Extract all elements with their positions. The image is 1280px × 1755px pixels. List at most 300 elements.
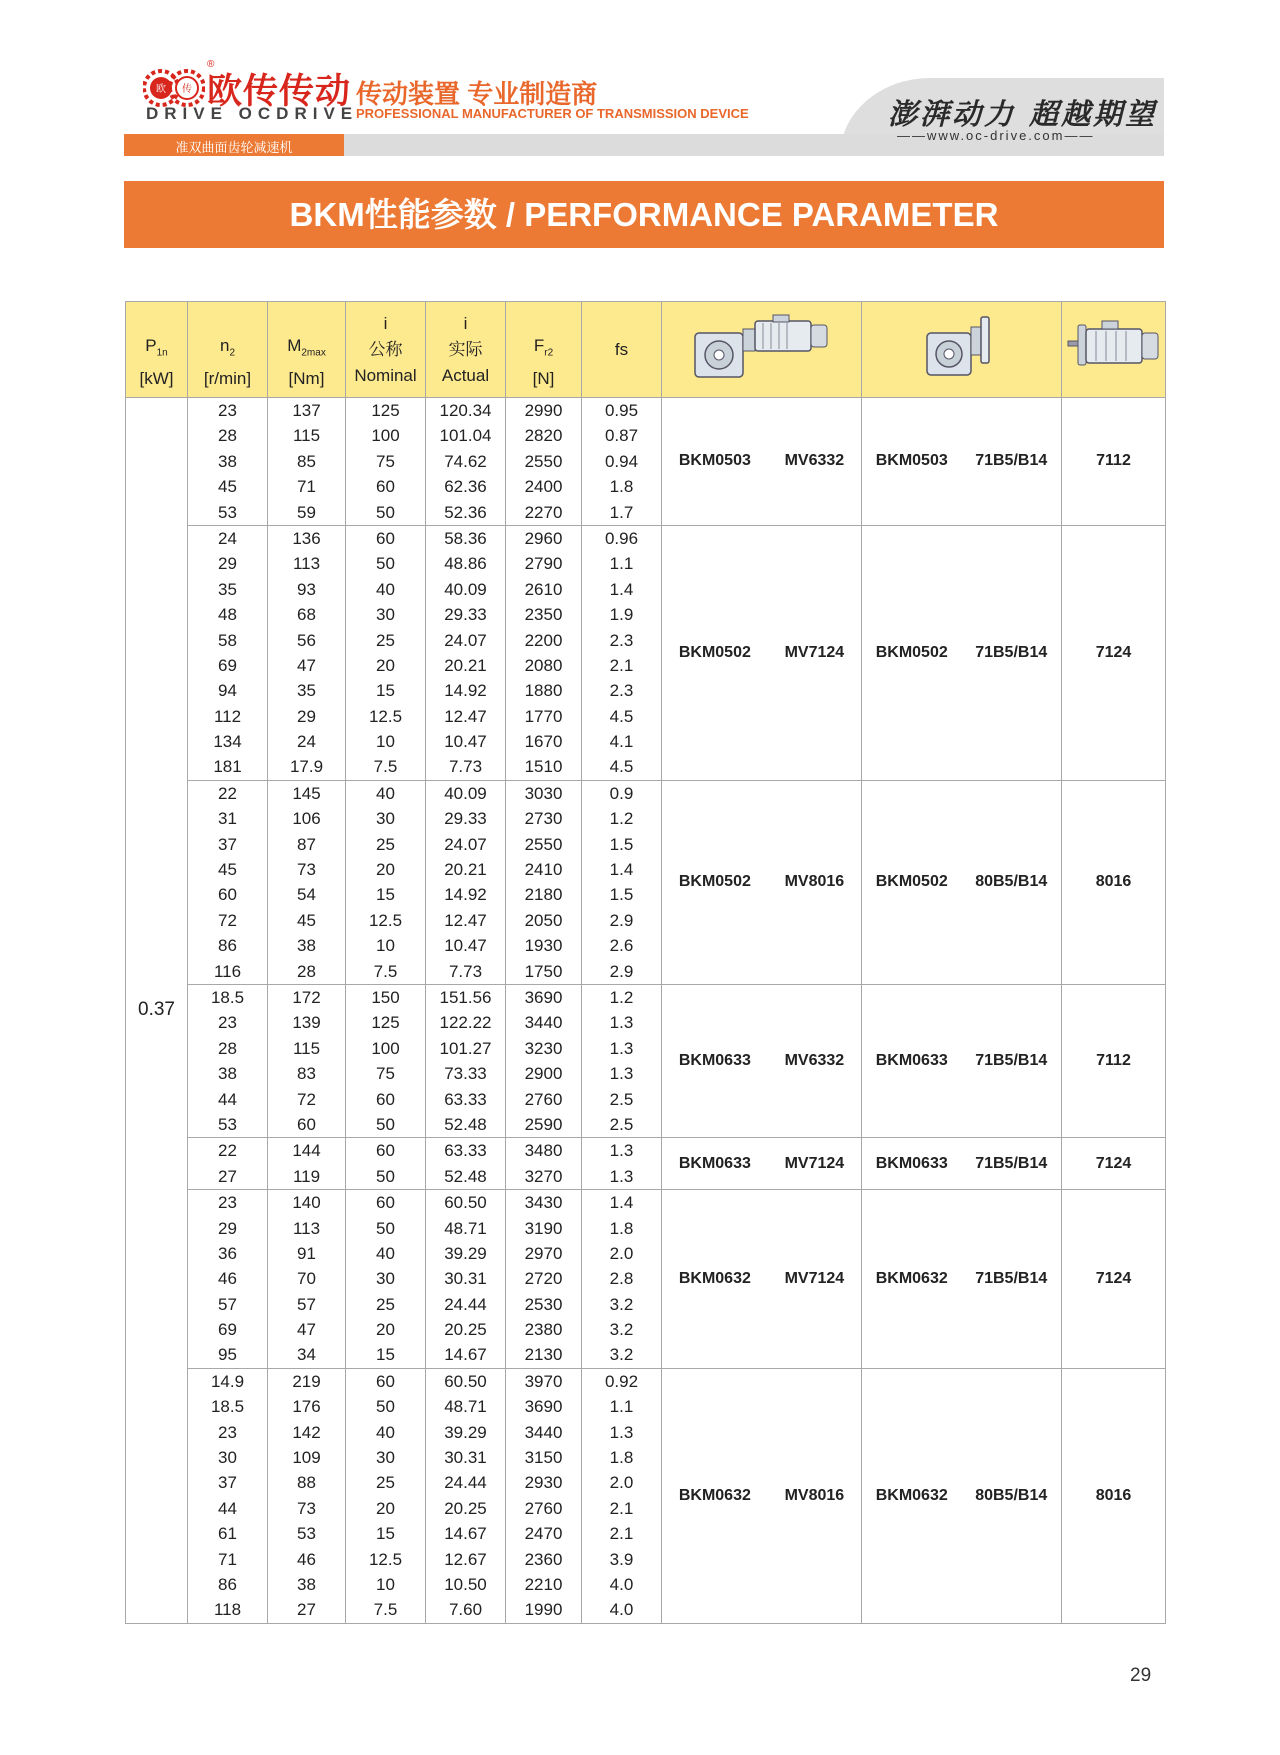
header-m2max: $M_{2max}$ [Nm] xyxy=(268,302,346,398)
cell-i-nominal xyxy=(346,1138,426,1190)
value-fs: 2.0 xyxy=(609,1473,634,1493)
value-n2: 22 xyxy=(218,1141,237,1161)
cell-i-nominal xyxy=(346,398,426,526)
value-fs: 1.9 xyxy=(609,605,634,625)
value-fr2: 3440 xyxy=(524,1013,563,1033)
value-m2max: 142 xyxy=(292,1422,321,1442)
value-fr2: 2930 xyxy=(524,1473,563,1493)
value-fs: 2.6 xyxy=(609,936,634,956)
value-m2max: 73 xyxy=(297,860,316,880)
value-fr2: 1670 xyxy=(524,732,563,752)
value-i-nominal: 10 xyxy=(376,1574,395,1594)
header-i-nominal: i 公称 Nominal xyxy=(346,302,426,398)
value-fs: 2.0 xyxy=(609,1243,634,1263)
cell-i-actual xyxy=(426,1138,506,1190)
value-m2max: 72 xyxy=(297,1089,316,1109)
value-n2: 69 xyxy=(218,1320,237,1340)
value-n2: 28 xyxy=(218,426,237,446)
value-m2max: 136 xyxy=(292,528,321,548)
value-i-actual: 14.67 xyxy=(444,1524,487,1544)
value-fr2: 2210 xyxy=(524,1574,563,1594)
reducer-model-cell xyxy=(862,525,1062,780)
value-n2: 29 xyxy=(218,1218,237,1238)
model-motor-a: MV7124 xyxy=(784,643,845,661)
value-fr2: 3030 xyxy=(524,783,563,803)
value-fr2: 2900 xyxy=(524,1064,563,1084)
value-i-actual: 120.34 xyxy=(439,401,492,420)
value-n2: 57 xyxy=(218,1294,237,1314)
value-i-actual: 39.29 xyxy=(444,1243,487,1263)
value-i-nominal: 125 xyxy=(371,1013,400,1033)
value-i-nominal: 60 xyxy=(376,1371,395,1391)
value-n2: 72 xyxy=(218,910,237,930)
value-n2: 29 xyxy=(218,554,237,574)
table-body xyxy=(126,398,1166,1624)
value-i-nominal: 15 xyxy=(376,1524,395,1544)
value-m2max: 93 xyxy=(297,579,316,599)
value-m2max: 145 xyxy=(292,783,321,803)
value-n2: 45 xyxy=(218,477,237,497)
value-n2: 22 xyxy=(218,783,237,803)
header-gearmotor-picture xyxy=(662,302,862,398)
value-i-nominal: 100 xyxy=(371,426,400,446)
value-fs: 1.5 xyxy=(609,885,634,905)
cell-n2 xyxy=(188,1368,268,1623)
value-fs: 2.5 xyxy=(609,1114,634,1134)
brand-name-cn: 欧传传动 xyxy=(207,72,352,111)
value-n2: 24 xyxy=(218,528,237,548)
value-fs: 1.4 xyxy=(609,579,634,599)
motor-code-cell: 7124 xyxy=(1062,1190,1166,1369)
value-m2max: 47 xyxy=(297,1320,316,1340)
value-i-actual: 101.04 xyxy=(439,426,492,446)
brand-name-en: DRIVE OCDRIVE xyxy=(146,104,359,123)
value-i-actual: 52.36 xyxy=(444,502,487,522)
value-i-nominal: 50 xyxy=(376,1397,395,1417)
model-model-a: BKM0502 xyxy=(678,873,751,891)
model-motor-a: MV7124 xyxy=(784,1269,845,1287)
value-i-nominal: 25 xyxy=(376,1294,395,1314)
value-fr2: 3270 xyxy=(524,1166,563,1186)
value-fs: 1.7 xyxy=(609,502,634,522)
value-m2max: 35 xyxy=(297,681,316,701)
cell-m2max xyxy=(268,1368,346,1623)
value-i-nominal: 60 xyxy=(376,477,395,497)
value-m2max: 83 xyxy=(297,1064,316,1084)
value-i-nominal: 125 xyxy=(371,401,400,420)
value-i-actual: 62.36 xyxy=(444,477,487,497)
value-i-actual: 39.29 xyxy=(444,1422,487,1442)
value-i-nominal: 20 xyxy=(376,860,395,880)
value-fr2: 2350 xyxy=(524,605,563,625)
value-m2max: 47 xyxy=(297,655,316,675)
value-i-nominal: 50 xyxy=(376,554,395,574)
value-i-actual: 151.56 xyxy=(439,987,492,1007)
value-m2max: 219 xyxy=(292,1371,321,1391)
value-n2: 30 xyxy=(218,1448,237,1468)
value-fr2: 1880 xyxy=(524,681,563,701)
page-header xyxy=(0,0,1280,165)
value-i-actual: 24.07 xyxy=(444,834,487,854)
value-fs: 0.92 xyxy=(604,1371,639,1391)
page-number: 29 xyxy=(1130,1665,1152,1686)
model-motor-a: MV8016 xyxy=(784,873,845,891)
value-m2max: 57 xyxy=(297,1294,316,1314)
model-model-b: BKM0502 xyxy=(875,873,948,891)
value-m2max: 106 xyxy=(292,809,321,829)
value-fr2: 2470 xyxy=(524,1524,563,1544)
model-flange: 71B5/B14 xyxy=(975,643,1048,661)
slogan: 澎湃动力 超越期望 xyxy=(888,97,1158,131)
value-fr2: 1510 xyxy=(524,757,563,777)
value-m2max: 85 xyxy=(297,451,316,471)
value-fr2: 2720 xyxy=(524,1269,563,1289)
value-m2max: 56 xyxy=(297,630,316,650)
reducer-model-cell xyxy=(862,1138,1062,1190)
value-n2: 134 xyxy=(213,732,242,752)
reducer-model-cell xyxy=(862,1190,1062,1369)
value-n2: 86 xyxy=(218,1574,237,1594)
cell-i-nominal xyxy=(346,1368,426,1623)
power-cell: 0.37 xyxy=(126,398,188,1624)
value-i-nominal: 60 xyxy=(376,528,395,548)
value-fs: 2.9 xyxy=(609,910,634,930)
cell-fr2 xyxy=(506,525,582,780)
value-fr2: 2550 xyxy=(524,451,563,471)
value-i-nominal: 7.5 xyxy=(373,757,398,777)
model-model-b: BKM0502 xyxy=(875,643,948,661)
value-n2: 23 xyxy=(218,1422,237,1442)
model-model-a: BKM0632 xyxy=(678,1269,751,1287)
value-m2max: 29 xyxy=(297,706,316,726)
value-m2max: 70 xyxy=(297,1269,316,1289)
value-i-actual: 20.25 xyxy=(444,1320,487,1340)
value-fs: 1.8 xyxy=(609,1448,634,1468)
model-model-a: BKM0632 xyxy=(678,1486,751,1504)
value-n2: 86 xyxy=(218,936,237,956)
motor-icon xyxy=(1066,311,1162,381)
value-i-nominal: 40 xyxy=(376,579,395,599)
value-i-nominal: 20 xyxy=(376,1498,395,1518)
value-fr2: 1750 xyxy=(524,961,563,981)
table-row xyxy=(126,984,1166,1137)
cell-n2 xyxy=(188,398,268,526)
value-fs: 1.3 xyxy=(609,1141,634,1161)
motor-code-cell: 7112 xyxy=(1062,398,1166,526)
value-fs: 0.96 xyxy=(604,528,639,548)
header-reducer-picture xyxy=(862,302,1062,398)
value-i-actual: 52.48 xyxy=(444,1166,487,1186)
cell-fs xyxy=(582,1138,662,1190)
value-m2max: 68 xyxy=(297,605,316,625)
cell-n2 xyxy=(188,525,268,780)
value-fr2: 3690 xyxy=(524,1397,563,1417)
value-i-actual: 30.31 xyxy=(444,1448,487,1468)
gearmotor-model-cell xyxy=(662,1368,862,1623)
value-n2: 118 xyxy=(213,1600,242,1620)
reducer-model-cell xyxy=(862,780,1062,984)
value-m2max: 28 xyxy=(297,961,316,981)
value-i-actual: 60.50 xyxy=(444,1193,487,1213)
model-model-b: BKM0632 xyxy=(875,1486,948,1504)
value-n2: 46 xyxy=(218,1269,237,1289)
table-row xyxy=(126,780,1166,984)
value-m2max: 60 xyxy=(297,1114,316,1134)
value-fr2: 2970 xyxy=(524,1243,563,1263)
value-fr2: 3480 xyxy=(524,1141,563,1161)
value-i-actual: 60.50 xyxy=(444,1371,487,1391)
cell-fs xyxy=(582,984,662,1137)
value-fs: 3.2 xyxy=(609,1294,634,1314)
value-m2max: 109 xyxy=(292,1448,321,1468)
value-fs: 1.1 xyxy=(609,1397,634,1417)
gearmotor-model-cell xyxy=(662,398,862,526)
value-m2max: 144 xyxy=(292,1141,321,1161)
gearmotor-model-cell xyxy=(662,780,862,984)
value-i-nominal: 10 xyxy=(376,732,395,752)
reducer-model-cell xyxy=(862,1368,1062,1623)
value-i-nominal: 20 xyxy=(376,1320,395,1340)
value-i-actual: 40.09 xyxy=(444,579,487,599)
value-fr2: 3430 xyxy=(524,1193,563,1213)
value-i-nominal: 25 xyxy=(376,834,395,854)
value-i-actual: 101.27 xyxy=(439,1038,492,1058)
value-fr2: 2180 xyxy=(524,885,563,905)
cell-i-nominal xyxy=(346,525,426,780)
value-fr2: 2270 xyxy=(524,502,563,522)
value-m2max: 115 xyxy=(292,1038,321,1058)
value-n2: 69 xyxy=(218,655,237,675)
value-i-nominal: 7.5 xyxy=(373,961,398,981)
value-i-actual: 29.33 xyxy=(444,605,487,625)
table-row xyxy=(126,398,1166,526)
table-row xyxy=(126,1138,1166,1190)
motor-code-cell: 8016 xyxy=(1062,1368,1166,1623)
page-title: BKM性能参数 / PERFORMANCE PARAMETER xyxy=(289,196,999,233)
value-fs: 1.4 xyxy=(609,1193,634,1213)
value-i-nominal: 60 xyxy=(376,1193,395,1213)
value-i-nominal: 40 xyxy=(376,1422,395,1442)
cell-n2 xyxy=(188,780,268,984)
value-n2: 48 xyxy=(218,605,237,625)
value-n2: 37 xyxy=(218,834,237,854)
value-fr2: 2960 xyxy=(524,528,563,548)
value-n2: 44 xyxy=(218,1089,237,1109)
value-n2: 27 xyxy=(218,1166,237,1186)
value-n2: 36 xyxy=(218,1243,237,1263)
value-fs: 4.0 xyxy=(609,1574,634,1594)
value-fs: 1.3 xyxy=(609,1064,634,1084)
cell-m2max xyxy=(268,1190,346,1369)
value-n2: 116 xyxy=(213,961,242,981)
motor-code-cell: 7112 xyxy=(1062,984,1166,1137)
value-fs: 2.3 xyxy=(609,630,634,650)
value-fr2: 1930 xyxy=(524,936,563,956)
value-i-actual: 7.73 xyxy=(448,757,483,777)
value-fs: 3.2 xyxy=(609,1320,634,1340)
cell-m2max xyxy=(268,398,346,526)
value-fr2: 2990 xyxy=(524,401,563,420)
value-fs: 1.1 xyxy=(609,554,634,574)
value-n2: 31 xyxy=(218,809,237,829)
value-n2: 18.5 xyxy=(210,987,245,1007)
value-i-nominal: 40 xyxy=(376,783,395,803)
header-fr2: $F_{r2}$ [N] xyxy=(506,302,582,398)
value-n2: 58 xyxy=(218,630,237,650)
value-fr2: 2200 xyxy=(524,630,563,650)
value-n2: 18.5 xyxy=(210,1397,245,1417)
value-i-nominal: 75 xyxy=(376,451,395,471)
value-fr2: 2380 xyxy=(524,1320,563,1340)
motor-code-cell: 7124 xyxy=(1062,1138,1166,1190)
value-fs: 1.3 xyxy=(609,1038,634,1058)
value-n2: 38 xyxy=(218,451,237,471)
value-fs: 4.5 xyxy=(609,706,634,726)
model-motor-a: MV6332 xyxy=(784,1052,845,1070)
model-model-a: BKM0502 xyxy=(678,643,751,661)
value-m2max: 88 xyxy=(297,1473,316,1493)
value-i-actual: 7.73 xyxy=(448,961,483,981)
cell-fr2 xyxy=(506,1190,582,1369)
model-model-a: BKM0633 xyxy=(678,1052,751,1070)
value-m2max: 46 xyxy=(297,1549,316,1569)
cell-fr2 xyxy=(506,398,582,526)
value-m2max: 34 xyxy=(297,1345,316,1365)
model-flange: 80B5/B14 xyxy=(975,873,1048,891)
cell-i-actual xyxy=(426,1368,506,1623)
cell-fr2 xyxy=(506,780,582,984)
model-model-b: BKM0632 xyxy=(875,1269,948,1287)
value-m2max: 176 xyxy=(292,1397,321,1417)
value-m2max: 73 xyxy=(297,1498,316,1518)
value-n2: 45 xyxy=(218,860,237,880)
value-i-actual: 63.33 xyxy=(444,1141,487,1161)
value-i-nominal: 30 xyxy=(376,809,395,829)
value-m2max: 27 xyxy=(297,1600,316,1620)
title-banner xyxy=(124,181,1164,248)
value-i-actual: 48.71 xyxy=(444,1218,487,1238)
value-i-actual: 63.33 xyxy=(444,1089,487,1109)
cell-i-actual xyxy=(426,525,506,780)
value-m2max: 53 xyxy=(297,1524,316,1544)
value-fs: 3.9 xyxy=(609,1549,634,1569)
value-fs: 1.3 xyxy=(609,1013,634,1033)
value-i-nominal: 7.5 xyxy=(373,1600,398,1620)
value-i-nominal: 10 xyxy=(376,936,395,956)
value-fr2: 2760 xyxy=(524,1089,563,1109)
value-m2max: 45 xyxy=(297,910,316,930)
performance-table xyxy=(125,301,1166,1624)
value-i-nominal: 60 xyxy=(376,1141,395,1161)
header-motor-picture xyxy=(1062,302,1166,398)
cell-m2max xyxy=(268,780,346,984)
model-flange: 80B5/B14 xyxy=(975,1486,1048,1504)
value-n2: 28 xyxy=(218,1038,237,1058)
tagline-cn: 传动装置 专业制造商 xyxy=(356,79,598,109)
value-fr2: 3150 xyxy=(524,1448,563,1468)
table-row xyxy=(126,1190,1166,1369)
value-fs: 1.3 xyxy=(609,1166,634,1186)
cell-n2 xyxy=(188,1138,268,1190)
value-i-actual: 58.36 xyxy=(444,528,487,548)
value-i-actual: 14.92 xyxy=(444,885,487,905)
value-fr2: 2410 xyxy=(524,860,563,880)
cell-m2max xyxy=(268,1138,346,1190)
value-fr2: 2050 xyxy=(524,910,563,930)
value-m2max: 71 xyxy=(297,477,316,497)
value-fs: 2.5 xyxy=(609,1089,634,1109)
value-i-actual: 20.21 xyxy=(444,860,487,880)
cell-i-nominal xyxy=(346,984,426,1137)
value-n2: 44 xyxy=(218,1498,237,1518)
cell-fs xyxy=(582,398,662,526)
value-m2max: 137 xyxy=(292,401,321,420)
value-n2: 61 xyxy=(218,1524,237,1544)
tagline-en: PROFESSIONAL MANUFACTURER OF TRANSMISSION DEVICE xyxy=(356,106,749,121)
value-n2: 60 xyxy=(218,885,237,905)
value-fr2: 3690 xyxy=(524,987,563,1007)
value-n2: 37 xyxy=(218,1473,237,1493)
value-m2max: 115 xyxy=(292,426,321,446)
cell-fr2 xyxy=(506,1368,582,1623)
value-fr2: 2590 xyxy=(524,1114,563,1134)
header-i-actual: i 实际 Actual xyxy=(426,302,506,398)
model-motor-a: MV8016 xyxy=(784,1486,845,1504)
value-i-actual: 24.44 xyxy=(444,1294,487,1314)
value-n2: 38 xyxy=(218,1064,237,1084)
value-m2max: 113 xyxy=(292,1218,321,1238)
website: ——www.oc-drive.com—— xyxy=(897,128,1095,143)
value-i-actual: 12.67 xyxy=(444,1549,487,1569)
motor-code-cell: 7124 xyxy=(1062,525,1166,780)
value-fs: 2.3 xyxy=(609,681,634,701)
value-m2max: 54 xyxy=(297,885,316,905)
value-i-actual: 48.71 xyxy=(444,1397,487,1417)
value-i-actual: 7.60 xyxy=(448,1600,483,1620)
value-fr2: 3970 xyxy=(524,1371,563,1391)
model-model-a: BKM0633 xyxy=(678,1154,751,1172)
value-i-actual: 73.33 xyxy=(444,1064,487,1084)
value-fs: 0.94 xyxy=(604,451,639,471)
value-n2: 181 xyxy=(213,757,242,777)
value-fr2: 2080 xyxy=(524,655,563,675)
value-m2max: 139 xyxy=(292,1013,321,1033)
model-model-b: BKM0503 xyxy=(875,452,948,470)
value-i-actual: 48.86 xyxy=(444,554,487,574)
header-n2: $n_2$ [r/min] xyxy=(188,302,268,398)
value-fs: 1.8 xyxy=(609,1218,634,1238)
value-fr2: 2130 xyxy=(524,1345,563,1365)
value-fs: 1.2 xyxy=(609,809,634,829)
gearmotor-model-cell xyxy=(662,525,862,780)
value-fr2: 3440 xyxy=(524,1422,563,1442)
reducer-flange-icon xyxy=(917,311,1007,381)
value-fs: 1.5 xyxy=(609,834,634,854)
value-fs: 0.95 xyxy=(604,401,639,420)
value-fs: 1.4 xyxy=(609,860,634,880)
value-m2max: 38 xyxy=(297,936,316,956)
value-i-nominal: 12.5 xyxy=(368,706,403,726)
value-i-actual: 10.50 xyxy=(444,1574,487,1594)
table-header-row xyxy=(126,302,1166,398)
value-m2max: 119 xyxy=(292,1166,321,1186)
value-fs: 2.1 xyxy=(609,1498,634,1518)
value-i-nominal: 50 xyxy=(376,1114,395,1134)
value-n2: 53 xyxy=(218,502,237,522)
gearmotor-model-cell xyxy=(662,1138,862,1190)
value-fr2: 3230 xyxy=(524,1038,563,1058)
value-i-nominal: 50 xyxy=(376,1218,395,1238)
